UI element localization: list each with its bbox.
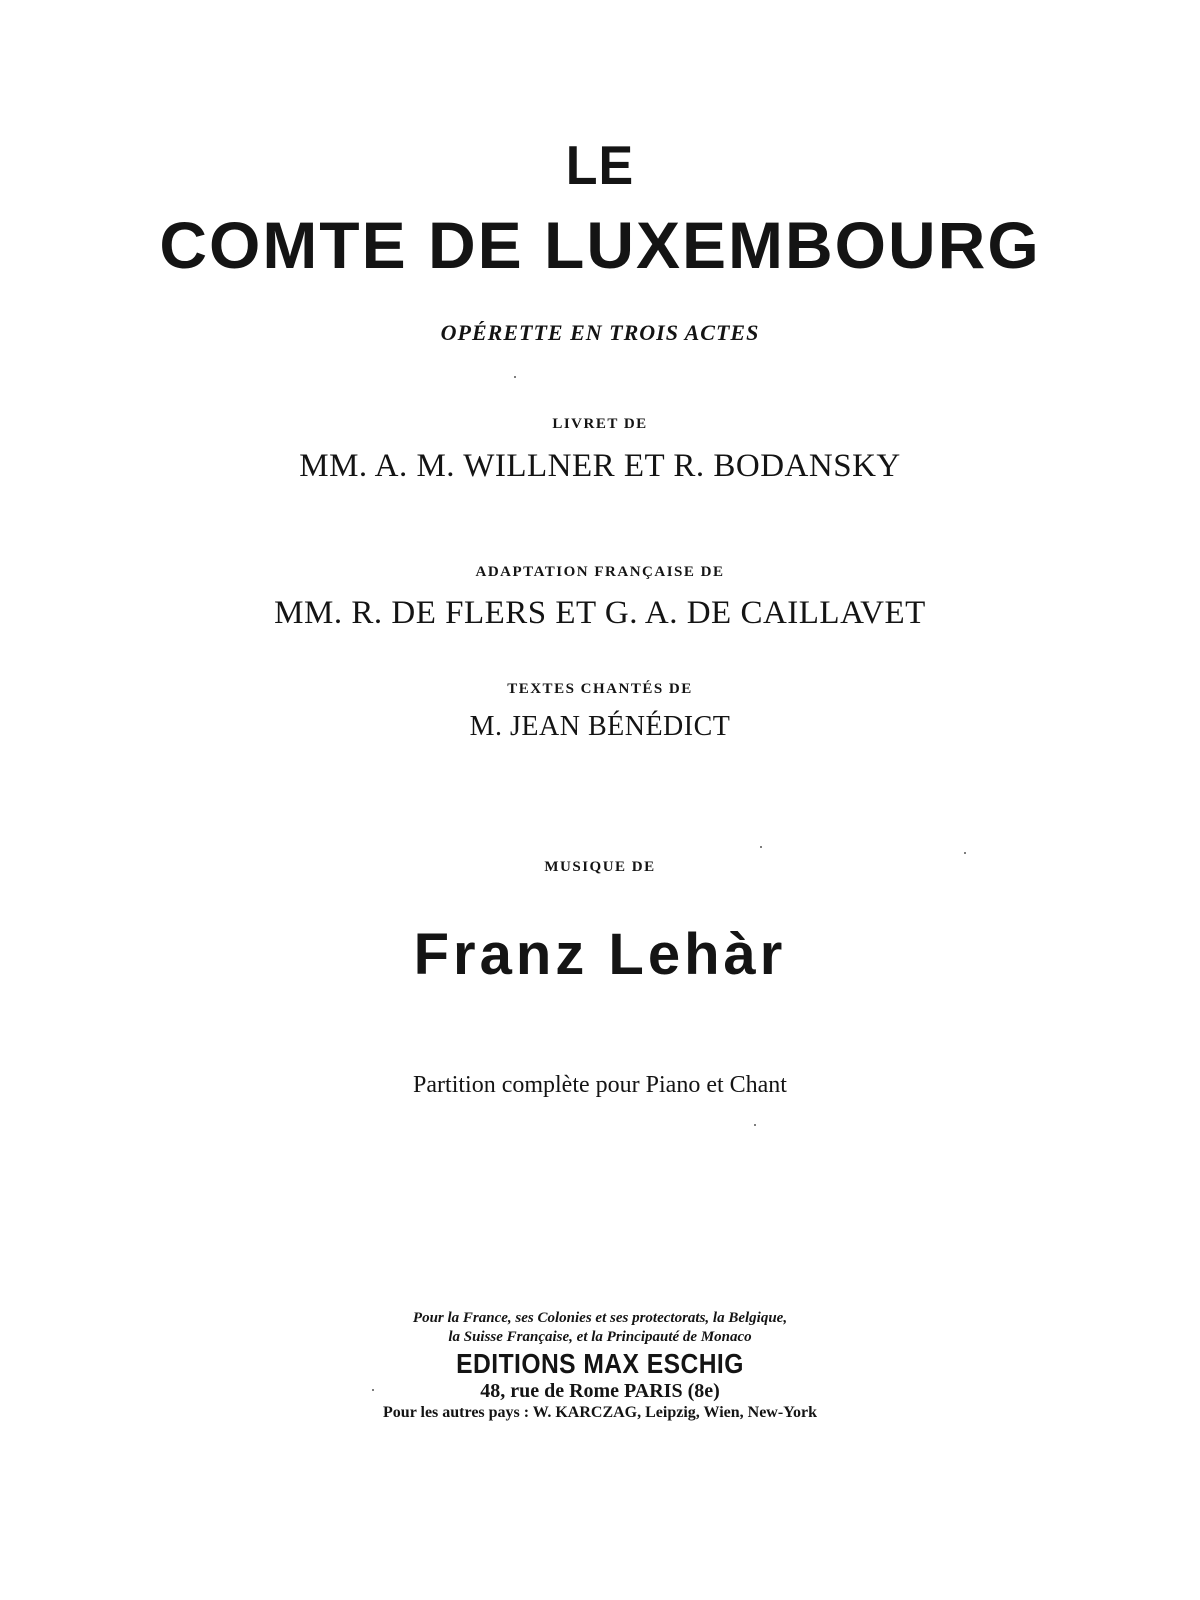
other-countries-distributor: Pour les autres pays : W. KARCZAG, Leipzig, Wien, New-York (383, 1404, 817, 1421)
page-title: COMTE DE LUXEMBOURG (159, 208, 1041, 282)
publisher-territory-line-2: la Suisse Française, et la Principauté de Monaco (448, 1329, 752, 1345)
scan-speck (372, 1389, 374, 1391)
adaptation-label: ADAPTATION FRANÇAISE DE (475, 564, 725, 580)
librettists: MM. A. M. WILLNER ET R. BODANSKY (299, 448, 901, 484)
music-label: MUSIQUE DE (544, 859, 656, 875)
scan-speck (514, 376, 516, 378)
scan-speck (964, 852, 966, 854)
publisher-name: EDITIONS MAX ESCHIG (456, 1348, 744, 1379)
scan-speck (760, 846, 762, 848)
livret-label: LIVRET DE (552, 416, 648, 432)
adapters: MM. R. DE FLERS ET G. A. DE CAILLAVET (274, 595, 926, 631)
subtitle: OPÉRETTE EN TROIS ACTES (440, 320, 760, 345)
scan-speck (754, 1124, 756, 1126)
composer-name: Franz Lehàr (413, 922, 787, 987)
lyrics-label: TEXTES CHANTÉS DE (507, 681, 693, 697)
lyricist: M. JEAN BÉNÉDICT (469, 711, 731, 742)
publisher-address: 48, rue de Rome PARIS (8e) (480, 1380, 720, 1402)
title-article: LE (565, 135, 635, 197)
score-description: Partition complète pour Piano et Chant (413, 1072, 787, 1098)
publisher-territory-line-1: Pour la France, ses Colonies et ses protectorats, la Belgique, (412, 1310, 788, 1326)
